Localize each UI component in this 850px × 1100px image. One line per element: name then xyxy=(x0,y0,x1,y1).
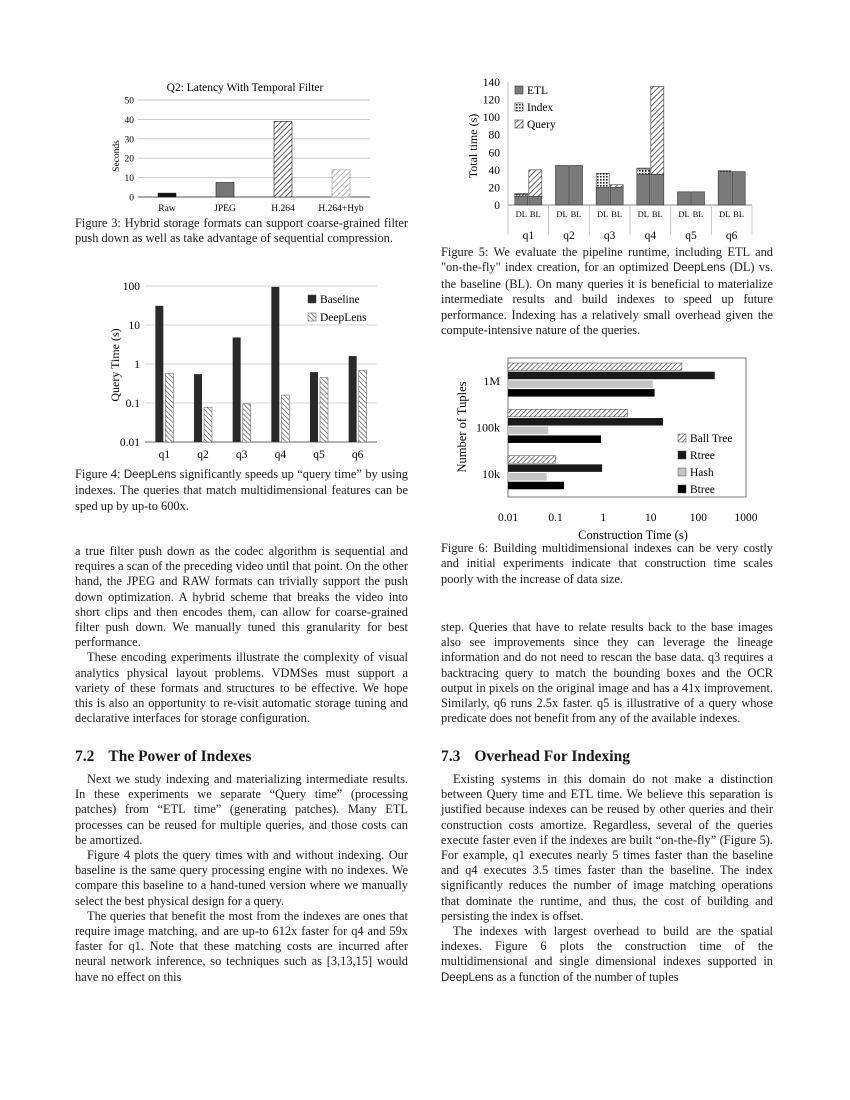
section-7-2-number: 7.2 xyxy=(75,748,95,765)
fig5-sub-label: DL xyxy=(637,209,650,219)
fig6-x-tick-label: 1 xyxy=(600,512,607,524)
fig5-legend-swatch xyxy=(515,120,523,128)
fig6-y-tick-label: 1M xyxy=(483,374,500,389)
left-paragraph-3: Next we study indexing and materializing intermediate results. In these experiments we separate “Query time” (processing patches) from “ETL time” (generating patches). Many ETL processes can be reused for multiple queries, and those costs can be amortized. xyxy=(75,772,408,847)
fig4-x-tick-label: q4 xyxy=(274,449,287,461)
fig4-bar-baseline xyxy=(310,372,318,442)
fig5-legend-label: Index xyxy=(527,102,554,114)
fig4-y-tick-label: 1 xyxy=(134,359,140,371)
fig6-x-tick-label: 0.1 xyxy=(548,512,563,524)
fig5-bar-etl xyxy=(515,196,528,205)
fig6-bar-btree xyxy=(508,389,655,397)
fig5-sub-label: DL xyxy=(515,209,528,219)
fig5-bar-etl xyxy=(692,192,705,205)
fig5-bar-etl xyxy=(637,174,650,205)
fig4-y-tick-label: 10 xyxy=(128,320,140,332)
fig6-legend-swatch xyxy=(678,468,686,476)
fig5-group-label: q3 xyxy=(603,230,616,242)
fig6-bar-hash xyxy=(508,427,548,435)
fig4-x-tick-label: q2 xyxy=(197,449,209,461)
fig5-legend-swatch xyxy=(515,103,523,111)
fig4-y-ticks xyxy=(120,281,140,449)
fig4-bar-deeplens xyxy=(281,395,289,442)
fig6-ylabel: Number of Tuples xyxy=(455,381,469,473)
fig4-bar-baseline xyxy=(194,374,202,442)
fig5-bar-index xyxy=(596,173,609,187)
fig4-x-tick-label: q5 xyxy=(313,449,325,461)
fig5-bar-etl xyxy=(596,187,609,205)
fig6-legend-label: Btree xyxy=(690,484,715,496)
fig5-y-tick-label: 120 xyxy=(482,94,500,107)
fig6-x-tick-label: 10 xyxy=(645,512,657,524)
fig6-legend-swatch xyxy=(678,434,686,442)
fig4-caption-deeplens: DeepLens xyxy=(123,469,177,481)
fig5-group-label: q6 xyxy=(725,230,738,242)
fig5-bar-etl xyxy=(718,172,731,205)
fig6-x-tick-label: 1000 xyxy=(734,512,758,524)
fig5-sub-label: BL xyxy=(733,209,745,219)
fig5-x-ticks xyxy=(508,205,752,242)
fig5-sub-label: BL xyxy=(529,209,541,219)
fig6-bar-rtree xyxy=(508,418,663,426)
fig5-bar-etl xyxy=(610,187,623,205)
fig5-bar-query xyxy=(651,86,664,174)
fig5-bar-query xyxy=(529,170,542,196)
fig4-x-tick-label: q3 xyxy=(235,449,248,461)
fig4-bar-baseline xyxy=(155,306,163,442)
fig3-bar xyxy=(332,170,350,197)
fig5-caption-a: Figure 5: We evaluate the pipeline runtime, including ETL and "on-the-fly" index creation, for an optimized xyxy=(441,245,773,275)
figure-3-chart xyxy=(100,76,385,218)
right-paragraph-3-deeplens: DeepLens xyxy=(441,971,494,984)
fig5-ylabel: Total time (s) xyxy=(466,113,480,179)
fig6-legend xyxy=(674,430,742,496)
fig5-sub-label: BL xyxy=(651,209,663,219)
fig4-legend-label: DeepLens xyxy=(320,312,367,324)
left-column-bottom xyxy=(75,772,408,985)
fig5-legend xyxy=(515,85,556,131)
fig5-y-tick-label: 60 xyxy=(488,147,500,160)
fig3-y-tick-label: 50 xyxy=(124,96,134,107)
fig4-x-tick-label: q6 xyxy=(351,449,364,461)
fig6-legend-swatch xyxy=(678,451,686,459)
fig5-sub-label: DL xyxy=(678,209,690,219)
fig5-bar-etl xyxy=(651,174,664,205)
left-paragraph-1: a true filter push down as the codec algorithm is sequential and requires a scan of the preceding video until that point. On the other hand, the JPEG and RAW formats can trivially support the push down optimization. A hybrid scheme that breaks the video into short clips and then encodes them, can allow for coarse-grained filter push down. We manually tuned this granularity for best performance. xyxy=(75,544,408,650)
fig5-y-tick-label: 40 xyxy=(488,164,500,177)
fig5-legend-label: ETL xyxy=(527,85,549,97)
fig3-bars xyxy=(158,121,350,197)
fig4-legend-swatch xyxy=(308,313,316,321)
fig5-bar-index xyxy=(637,169,650,174)
fig6-x-tick-label: 0.01 xyxy=(497,512,519,524)
fig5-sub-label: BL xyxy=(611,209,623,219)
fig6-bar-ball-tree xyxy=(508,409,627,416)
fig4-y-tick-label: 100 xyxy=(122,281,140,293)
figure-4-chart xyxy=(105,276,385,466)
fig3-ylabel: Seconds xyxy=(112,140,122,172)
fig5-y-tick-label: 20 xyxy=(488,182,500,195)
fig5-group-label: q5 xyxy=(685,230,697,242)
fig4-x-ticks xyxy=(159,449,364,461)
fig5-sub-label: DL xyxy=(718,209,731,219)
fig6-bar-hash xyxy=(508,473,547,481)
figure-6-caption: Figure 6: Building multidimensional indexes can be very costly and initial experiments indicate that construction time scales poorly with the increase of data size. xyxy=(441,541,773,586)
fig4-y-tick-label: 0.01 xyxy=(119,437,140,449)
fig4-bar-baseline xyxy=(349,356,357,442)
fig6-y-tick-label: 100k xyxy=(476,420,500,435)
right-column-bottom xyxy=(441,772,773,986)
section-7-2-title: The Power of Indexes xyxy=(108,748,252,765)
fig6-y-tick-label: 10k xyxy=(482,466,500,481)
fig5-sub-label: BL xyxy=(692,209,704,219)
figure-3-caption: Figure 3: Hybrid storage formats can support coarse-grained filter push down as well as take advantage of sequential compression. xyxy=(75,216,408,246)
fig5-bar-query xyxy=(515,194,528,195)
section-7-3-number: 7.3 xyxy=(441,748,461,765)
fig6-bar-rtree xyxy=(508,372,715,380)
fig3-y-tick-label: 10 xyxy=(124,174,134,185)
fig3-y-tick-label: 0 xyxy=(129,193,134,204)
fig5-group-label: q2 xyxy=(563,230,575,242)
fig4-bar-deeplens xyxy=(204,407,212,442)
fig6-xlabel: Construction Time (s) xyxy=(578,528,688,542)
right-paragraph-3a: The indexes with largest overhead to build are the spatial indexes. Figure 6 plots the construction time of the multidimensional and single dimensional indexes supported in xyxy=(441,924,773,969)
figure-4-caption xyxy=(75,467,408,514)
right-paragraph-3 xyxy=(441,924,773,986)
fig5-legend-swatch xyxy=(515,86,523,94)
fig6-legend-label: Ball Tree xyxy=(690,433,733,445)
fig4-bar-baseline xyxy=(271,287,279,442)
fig3-y-ticks xyxy=(125,97,135,204)
fig3-bar xyxy=(158,193,176,197)
section-7-3-title: Overhead For Indexing xyxy=(474,748,630,765)
fig5-bar-etl xyxy=(556,165,569,205)
right-column-top xyxy=(441,620,773,726)
fig3-title: Q2: Latency With Temporal Filter xyxy=(166,82,324,94)
fig5-bar-index xyxy=(718,171,731,172)
fig5-y-tick-label: 0 xyxy=(494,200,500,212)
fig5-y-tick-label: 100 xyxy=(482,112,500,125)
fig6-x-ticks xyxy=(498,512,758,524)
fig4-x-tick-label: q1 xyxy=(158,449,171,461)
right-paragraph-1: step. Queries that have to relate results back to the base images also see improvements since they can leverage the lineage information and do not need to rescan the base data. q3 requires a backtracing query to match the bounding boxes and the OCR output in pixels on the original image and has a 41x improvement. Similarly, q6 runs 2.5x faster. q5 is illustrative of a query whose predicate does not benefit from any of the available indexes. xyxy=(441,620,773,726)
fig3-y-tick-label: 40 xyxy=(124,115,134,126)
fig4-legend xyxy=(305,288,371,324)
fig3-y-tick-label: 30 xyxy=(124,135,134,146)
left-paragraph-4: Figure 4 plots the query times with and without indexing. Our baseline is the same query processing engine with no indexes. We compare this baseline to a hand-tuned version where we manually select the best physical design for a query. xyxy=(75,848,408,908)
fig6-x-tick-label: 100 xyxy=(689,512,708,524)
fig6-legend-swatch xyxy=(678,485,686,493)
fig5-bar-query xyxy=(637,168,650,169)
fig4-legend-swatch xyxy=(308,295,316,303)
section-7-3-heading xyxy=(441,748,630,766)
fig5-bar-etl xyxy=(678,192,691,205)
fig6-legend-label: Hash xyxy=(690,467,714,479)
fig5-y-tick-label: 80 xyxy=(488,129,500,142)
fig5-bar-query xyxy=(610,185,623,188)
fig5-caption-b: (DL) vs. the baseline (BL). On many queries it is beneficial to materialize intermediate results and build indexes to speed up future performance. Indexing has a relatively small overhead given the compute-intensive nature of the queries. xyxy=(441,260,773,338)
fig3-x-tick-label: JPEG xyxy=(214,204,236,214)
fig3-bar xyxy=(274,121,292,197)
left-paragraph-5: The queries that benefit the most from the indexes are ones that require image matching, and are up-to 612x faster for q4 and 59x faster for q1. Note that these matching costs are incurred after neural network inference, so techniques such as [3,13,15] would have no effect on this xyxy=(75,908,408,984)
fig6-bar-btree xyxy=(508,435,601,443)
fig3-x-ticks xyxy=(158,204,364,214)
fig6-bar-ball-tree xyxy=(508,456,556,464)
figure-6-chart xyxy=(450,352,770,544)
left-paragraph-2: These encoding experiments illustrate the complexity of visual analytics physical layout problems. VDMSes must support a variety of these formats and structures to be effective. We hope this is also an opportunity to re-visit automatic storage tuning and declarative interfaces for storage configuration. xyxy=(75,650,408,726)
fig6-bar-btree xyxy=(508,482,564,490)
fig6-bar-ball-tree xyxy=(508,363,682,371)
fig5-group-label: q4 xyxy=(644,230,657,242)
fig4-legend-label: Baseline xyxy=(320,294,360,306)
fig6-y-ticks xyxy=(476,374,500,481)
figure-5-caption xyxy=(441,245,773,338)
fig5-legend-label: Query xyxy=(527,119,556,131)
fig4-bar-deeplens xyxy=(320,378,328,442)
fig3-bar xyxy=(216,182,234,197)
fig5-group-label: q1 xyxy=(522,230,535,242)
fig5-sub-label: DL xyxy=(596,209,609,219)
figure-5-chart xyxy=(462,74,764,246)
fig3-x-tick-label: H.264 xyxy=(271,204,295,214)
fig6-legend-label: Rtree xyxy=(690,450,715,462)
fig6-bar-hash xyxy=(508,380,653,388)
fig4-bar-deeplens xyxy=(359,371,367,442)
fig4-y-tick-label: 0.1 xyxy=(125,398,140,410)
fig3-x-tick-label: H.264+Hyb xyxy=(318,204,364,214)
section-7-2-heading xyxy=(75,748,251,766)
fig5-sub-label: DL xyxy=(556,209,568,219)
fig5-caption-deeplens: DeepLens xyxy=(672,262,726,275)
fig6-bar-rtree xyxy=(508,464,602,472)
fig5-bar-etl xyxy=(732,172,745,205)
fig4-caption-rest: significantly speeds up “query time” by using indexes. The queries that match multidimensional features can be sped up by up-to 600x. xyxy=(75,467,409,513)
fig4-bar-baseline xyxy=(233,337,241,442)
fig4-ylabel: Query Time (s) xyxy=(108,328,122,402)
left-column-top xyxy=(75,544,408,726)
fig4-bar-deeplens xyxy=(243,404,251,442)
fig5-y-tick-label: 140 xyxy=(482,77,500,89)
fig3-x-tick-label: Raw xyxy=(158,204,176,214)
fig5-bar-etl xyxy=(570,165,583,205)
fig4-bar-deeplens xyxy=(165,373,173,442)
right-paragraph-2: Existing systems in this domain do not make a distinction between Query time and ETL time. We believe this separation is justified because indexes can be reused by other queries and their construction costs amortize. Regardless, several of the queries execute faster even if the indexes are built “on-the-fly” (Figure 5). For example, q1 executes nearly 5 times faster than the baseline and q4 executes 3.5 times faster than the baseline. The index significantly reduces the number of image matching operations that dominate the runtime, and thus, the cost of building and persisting the index is offset. xyxy=(441,772,773,923)
fig5-sub-label: BL xyxy=(570,209,582,219)
right-paragraph-3b: as a function of the number of tuples xyxy=(493,969,679,984)
fig5-bar-etl xyxy=(529,196,542,205)
fig4-caption-prefix: Figure 4: xyxy=(75,467,124,481)
fig3-y-tick-label: 20 xyxy=(124,154,134,165)
